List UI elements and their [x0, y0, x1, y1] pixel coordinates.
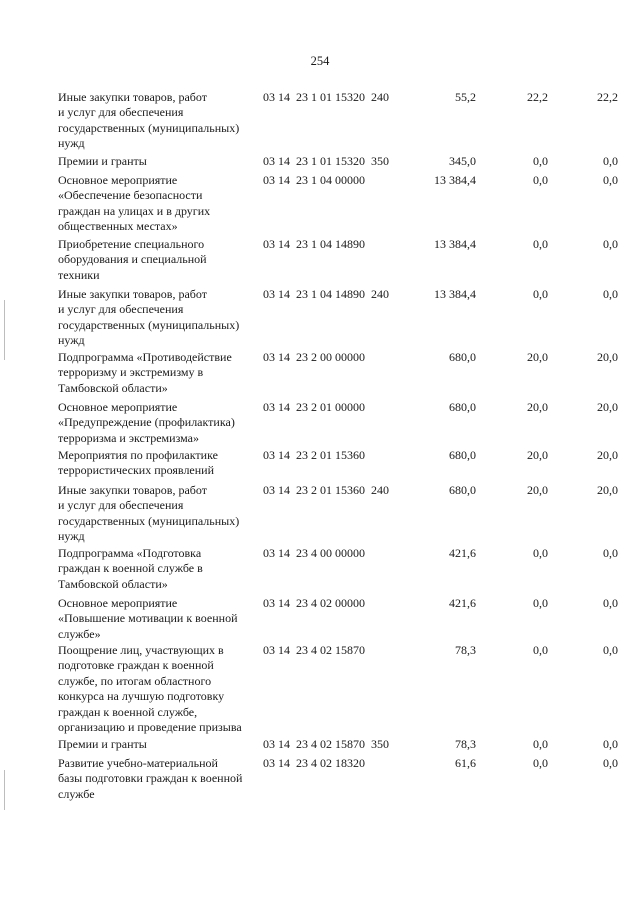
row-code: 03 14 23 1 04 14890 240	[263, 287, 389, 301]
row-name: Премии и гранты	[58, 154, 147, 168]
row-code: 03 14 23 2 01 00000	[263, 400, 365, 414]
row-code: 03 14 23 4 02 18320	[263, 756, 365, 770]
row-name: Основное мероприятие «Предупреждение (профилактика) терроризма и экстремизма»	[58, 400, 235, 445]
row-name: Поощрение лиц, участвующих в подготовке граждан к военной службе, по итогам областного конкурса на лучшую подготовку граждан к военной службе, организацию и проведение призыва	[58, 643, 242, 735]
row-code: 03 14 23 4 02 15870	[263, 643, 365, 657]
row-value-2: 0,0	[533, 287, 548, 301]
row-value-2: 20,0	[527, 350, 548, 364]
row-value-3: 0,0	[603, 237, 618, 251]
row-code: 03 14 23 1 04 00000	[263, 173, 365, 187]
row-name: Иные закупки товаров, работ и услуг для обеспечения государственных (муниципальных) нужд	[58, 90, 240, 151]
row-code: 03 14 23 2 00 00000	[263, 350, 365, 364]
row-value-3: 20,0	[597, 400, 618, 414]
row-code: 03 14 23 2 01 15360	[263, 448, 365, 462]
row-value-1: 680,0	[449, 448, 476, 462]
row-value-1: 13 384,4	[434, 237, 476, 251]
row-code: 03 14 23 4 00 00000	[263, 546, 365, 560]
row-code: 03 14 23 1 04 14890	[263, 237, 365, 251]
row-value-2: 0,0	[533, 643, 548, 657]
row-value-3: 0,0	[603, 546, 618, 560]
row-value-3: 0,0	[603, 756, 618, 770]
table-row	[0, 448, 640, 483]
row-name: Приобретение специального оборудования и специальной техники	[58, 237, 207, 282]
row-value-3: 22,2	[597, 90, 618, 104]
table-row	[0, 287, 640, 350]
row-value-3: 20,0	[597, 350, 618, 364]
row-name: Подпрограмма «Подготовка граждан к военной службе в Тамбовской области»	[58, 546, 203, 591]
table-row	[0, 596, 640, 643]
row-value-3: 0,0	[603, 596, 618, 610]
row-value-1: 680,0	[449, 400, 476, 414]
budget-table	[0, 90, 640, 806]
row-value-3: 20,0	[597, 448, 618, 462]
row-name: Основное мероприятие «Обеспечение безопасности граждан на улицах и в других общественных местах»	[58, 173, 211, 234]
row-name: Основное мероприятие «Повышение мотивации к военной службе»	[58, 596, 238, 641]
table-row	[0, 350, 640, 400]
row-value-1: 13 384,4	[434, 287, 476, 301]
row-value-1: 13 384,4	[434, 173, 476, 187]
table-row	[0, 400, 640, 448]
row-value-2: 0,0	[533, 756, 548, 770]
row-value-3: 20,0	[597, 483, 618, 497]
row-value-2: 20,0	[527, 400, 548, 414]
table-row	[0, 237, 640, 287]
row-value-1: 55,2	[455, 90, 476, 104]
table-row	[0, 546, 640, 596]
row-value-3: 0,0	[603, 737, 618, 751]
row-value-2: 22,2	[527, 90, 548, 104]
row-value-2: 0,0	[533, 737, 548, 751]
row-code: 03 14 23 4 02 15870 350	[263, 737, 389, 751]
row-code: 03 14 23 2 01 15360 240	[263, 483, 389, 497]
row-value-2: 0,0	[533, 596, 548, 610]
table-row	[0, 173, 640, 237]
row-code: 03 14 23 4 02 00000	[263, 596, 365, 610]
row-value-1: 345,0	[449, 154, 476, 168]
row-value-2: 20,0	[527, 448, 548, 462]
table-row	[0, 643, 640, 737]
row-value-1: 680,0	[449, 350, 476, 364]
row-value-1: 78,3	[455, 737, 476, 751]
row-name: Иные закупки товаров, работ и услуг для обеспечения государственных (муниципальных) нужд	[58, 287, 240, 348]
row-value-2: 0,0	[533, 154, 548, 168]
table-row	[0, 154, 640, 173]
row-code: 03 14 23 1 01 15320 240	[263, 90, 389, 104]
row-value-2: 0,0	[533, 173, 548, 187]
row-name: Мероприятия по профилактике террористических проявлений	[58, 448, 218, 478]
row-value-1: 61,6	[455, 756, 476, 770]
table-row	[0, 737, 640, 756]
row-value-2: 20,0	[527, 483, 548, 497]
row-value-1: 421,6	[449, 546, 476, 560]
row-name: Иные закупки товаров, работ и услуг для обеспечения государственных (муниципальных) нужд	[58, 483, 240, 544]
row-value-1: 78,3	[455, 643, 476, 657]
row-code: 03 14 23 1 01 15320 350	[263, 154, 389, 168]
table-row	[0, 90, 640, 154]
row-value-2: 0,0	[533, 546, 548, 560]
row-value-3: 0,0	[603, 287, 618, 301]
table-row	[0, 483, 640, 546]
row-value-1: 421,6	[449, 596, 476, 610]
row-name: Премии и гранты	[58, 737, 147, 751]
row-value-1: 680,0	[449, 483, 476, 497]
row-value-3: 0,0	[603, 643, 618, 657]
table-row	[0, 756, 640, 806]
row-name: Подпрограмма «Противодействие терроризму и экстремизму в Тамбовской области»	[58, 350, 232, 395]
row-name: Развитие учебно-материальной базы подготовки граждан к военной службе	[58, 756, 243, 801]
row-value-3: 0,0	[603, 173, 618, 187]
row-value-3: 0,0	[603, 154, 618, 168]
page-number: 254	[310, 54, 330, 68]
row-value-2: 0,0	[533, 237, 548, 251]
